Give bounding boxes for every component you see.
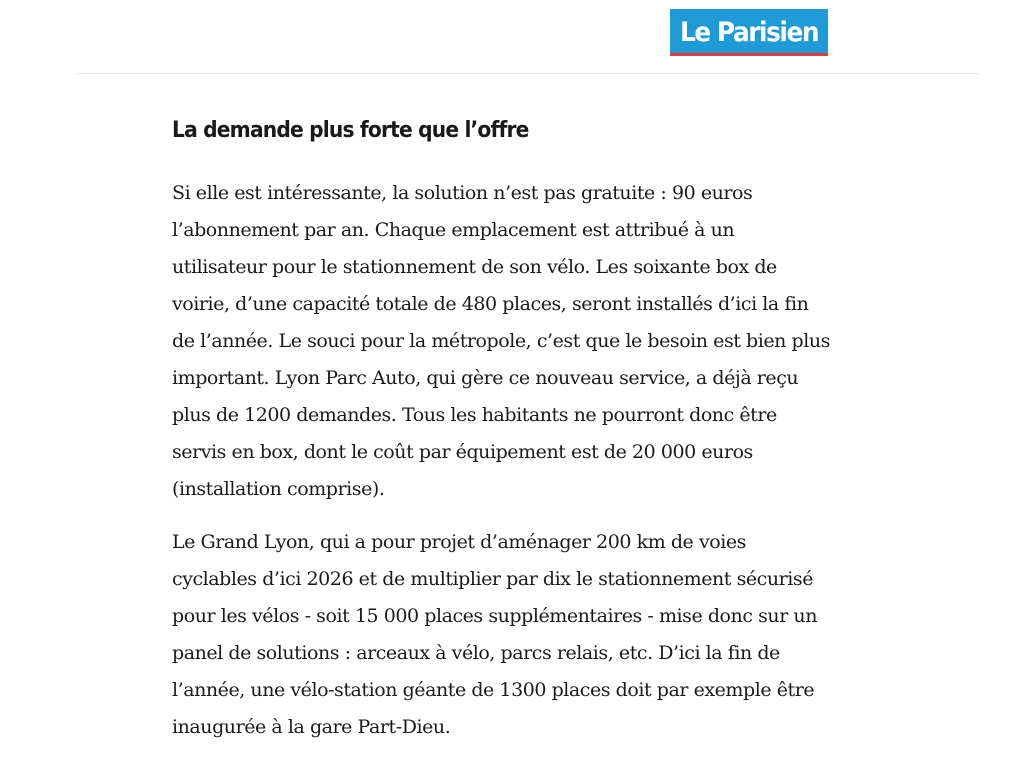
- site-header: [76, 0, 979, 74]
- logo-text: Le Parisien: [679, 17, 819, 48]
- article-paragraph: Si elle est intéressante, la solution n’est pas gratuite : 90 euros l’abonnement par an. Chaque emplacement est attribué à un utilisateur pour le stationnement de son vélo. Les soixante box de voirie, d’une capacité totale de 480 places, seront installés d’ici la fin de l’année. Le souci pour la métropole, c’est que le besoin est bien plus important. Lyon Parc Auto, qui gère ce nouveau service, a déjà reçu plus de 1200 demandes. Tous les habitants ne pourront donc être servis en box, dont le coût par équipement est de 20 000 euros (installation comprise).: [172, 182, 830, 500]
- article-paragraph: Le Grand Lyon, qui a pour projet d’aménager 200 km de voies cyclables d’ici 2026 et de multiplier par dix le stationnement sécurisé pour les vélos - soit 15 000 places supplémentaires - mise donc sur un panel de solutions : arceaux à vélo, parcs relais, etc. D’ici la fin de l’année, une vélo-station géante de 1300 places doit par exemple être inaugurée à la gare Part-Dieu.: [172, 531, 817, 738]
- article-body: [172, 116, 952, 746]
- le-parisien-logo[interactable]: [670, 9, 828, 54]
- logo-underline: [670, 53, 828, 56]
- section-heading: La demande plus forte que l’offre: [172, 118, 529, 143]
